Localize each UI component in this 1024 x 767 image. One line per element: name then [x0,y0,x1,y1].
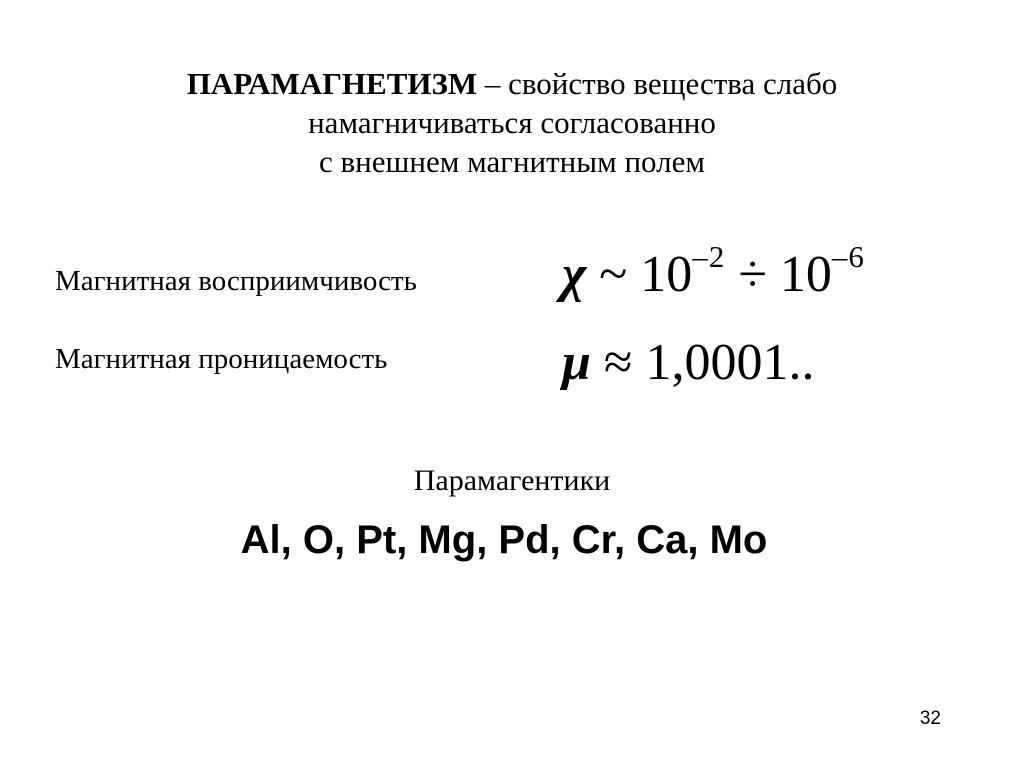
paramagnets-elements: Al, O, Pt, Mg, Pd, Cr, Ca, Mo [240,518,768,562]
susceptibility-label: Магнитная восприимчивость [55,265,417,297]
susceptibility-relation: ~ 10 [586,246,693,303]
definition-line-1 [0,64,1024,103]
susceptibility-middle: ÷ 10 [725,246,832,303]
permeability-label: Магнитная проницаемость [55,343,388,375]
permeability-relation: ≈ 1,0001.. [590,334,815,391]
definition-line-1-text: – свойство вещества слабо [477,66,838,101]
definition-block [0,64,1024,181]
chi-symbol: χ [562,246,587,303]
paramagnets-heading: Парамагентики [413,464,611,497]
page-number: 32 [919,708,941,729]
mu-symbol: μ [562,334,591,391]
definition-line-3: с внешнем магнитным полем [318,144,705,179]
susceptibility-formula [562,239,865,311]
permeability-formula [562,333,814,393]
definition-line-2: намагничиваться согласованно [308,105,716,140]
susceptibility-exponent-2: –6 [831,239,865,274]
susceptibility-exponent-1: –2 [692,239,726,274]
definition-term: ПАРАМАГНЕТИЗМ [186,66,478,101]
